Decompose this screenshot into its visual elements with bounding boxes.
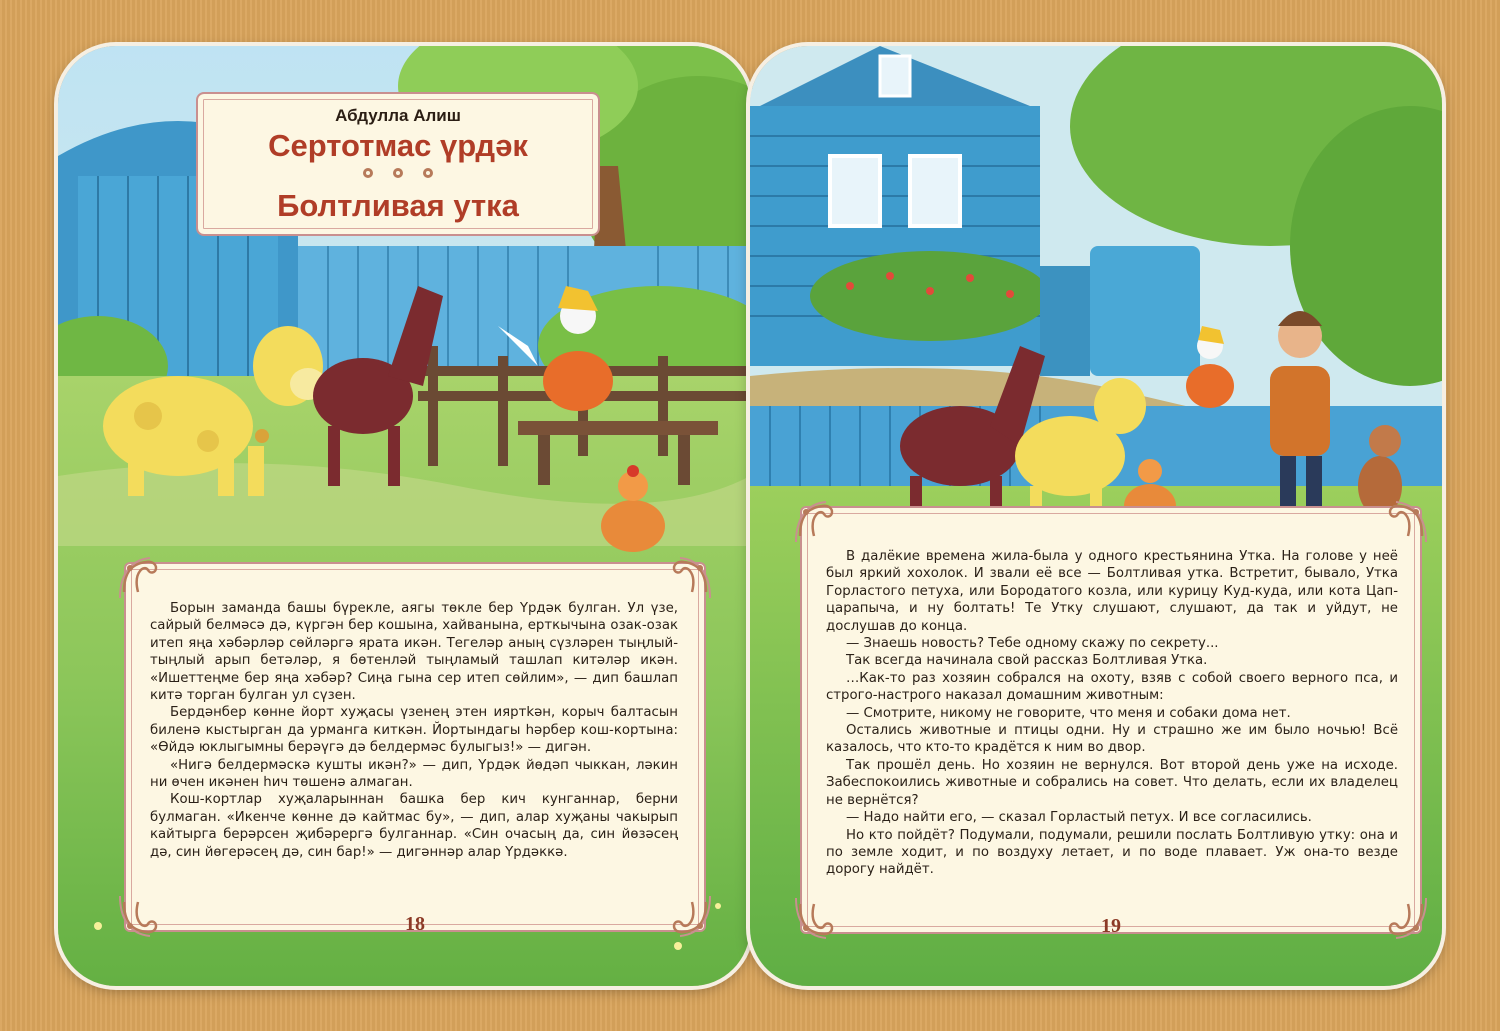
- story-paragraph: Остались животные и птицы одни. Ну и страшно же им было ночью! Всё казалось, что кто-то крадётся к ним во двор.: [826, 723, 1398, 756]
- page-number: 19: [1101, 915, 1121, 937]
- story-paragraph: Бердәнбер көнне йорт хуҗасы үзенең этен ияртkән, корыч балтасын биленә кыстырган да урманга киткән. Йортындагы һәрбер кош-кортына: «Өйдә юклыгымны берәүгә дә белдермәс булыгыз!» — дигән.: [150, 705, 678, 756]
- story-paragraph: — Надо найти его, — сказал Горластый петух. И все согласились.: [846, 810, 1312, 826]
- story-paragraph: — Знаешь новость? Тебе одному скажу по секрету...: [846, 636, 1219, 652]
- page-number: 18: [405, 913, 425, 935]
- right-story-text: [826, 548, 1398, 879]
- corner-ornament: [668, 894, 714, 940]
- title-box: [196, 92, 600, 236]
- right-page: [750, 46, 1442, 986]
- story-paragraph: …Как-то раз хозяин собрался на охоту, взяв с собой своего верного пса, и строго-настрого наказал домашним животным:: [826, 670, 1398, 704]
- story-paragraph: Так всегда начинала свой рассказ Болтливая Утка.: [846, 653, 1208, 669]
- title-divider: [353, 165, 443, 181]
- story-paragraph: Борын заманда башы бүрекле, аягы төкле бер Үрдәк булган. Ул үзе, сайрый белмәсә дә, күргән бер кошына, хайванына, ерткычына озак-озак итеп яңа хәбәрләр сөйләргә ярата икән. Тегеләр аның сүзләрен тыңлый-тыңлый арып бетәләр, я бөтенләй тыңламый ташлап китәләр икән. «Ишеттеңме бер яңа хәбәр? Сиңа гына сер итеп сөйлим», — дип башлап китә торган булган ул сүзен.: [150, 601, 678, 704]
- corner-ornament: [1384, 498, 1430, 544]
- author-name: Абдулла Алиш: [335, 106, 461, 125]
- story-paragraph: Так прошёл день. Но хозяин не вернулся. Вот второй день уже на исходе. Забеспокоились животные и собрались на совет. Что делать, если их владелец не вернётся?: [826, 757, 1398, 808]
- corner-ornament: [792, 896, 838, 942]
- left-text-panel: [124, 562, 706, 935]
- title-russian: Болтливая утка: [277, 188, 519, 223]
- story-paragraph: Кош-кортлар хуҗаларыннан башка бер кич кунганнар, берни булмаган. «Икенче көнне дә кайтмас бу», — дип, алар хуҗаны чакырып кайтырга берәрсен җибәрергә булганнар. «Син очасың да, син йөзәсең дә, син йөгерәсең дә, син бар!» — дигәннәр алар Үрдәккә.: [150, 792, 678, 860]
- title-tatar: Сертотмас үрдәк: [268, 128, 528, 163]
- left-page: [58, 46, 750, 986]
- right-text-panel: [800, 506, 1422, 937]
- corner-ornament: [116, 894, 162, 940]
- story-paragraph: — Смотрите, никому не говорите, что меня и собаки дома нет.: [846, 705, 1291, 721]
- story-paragraph: Но кто пойдёт? Подумали, подумали, решили послать Болтливую утку: она и по земле ходит, и по воздуху летает, и по воде плавает. Уж она-то везде дорогу найдёт.: [826, 827, 1398, 878]
- corner-ornament: [668, 554, 714, 600]
- corner-ornament: [1384, 896, 1430, 942]
- corner-ornament: [116, 554, 162, 600]
- story-paragraph: В далёкие времена жила-была у одного крестьянина Утка. На голове у неё был яркий хохолок. И звали её все — Болтливая утка. Встретит, бывало, Утка Горластого петуха, или Бородатого козла, или курицу Куд-куда, или кота Цап-царапыча, и ну болтать! Те Утку слушают, слушают, да так и уйдут, не дослушав до конца.: [826, 549, 1398, 634]
- left-story-text: [150, 600, 678, 861]
- corner-ornament: [792, 498, 838, 544]
- story-paragraph: «Нигә белдермәскә кушты икән?» — дип, Үрдәк йөдәп чыккан, ләкин ни өчен икәнен һич төшенә алмаган.: [150, 757, 678, 791]
